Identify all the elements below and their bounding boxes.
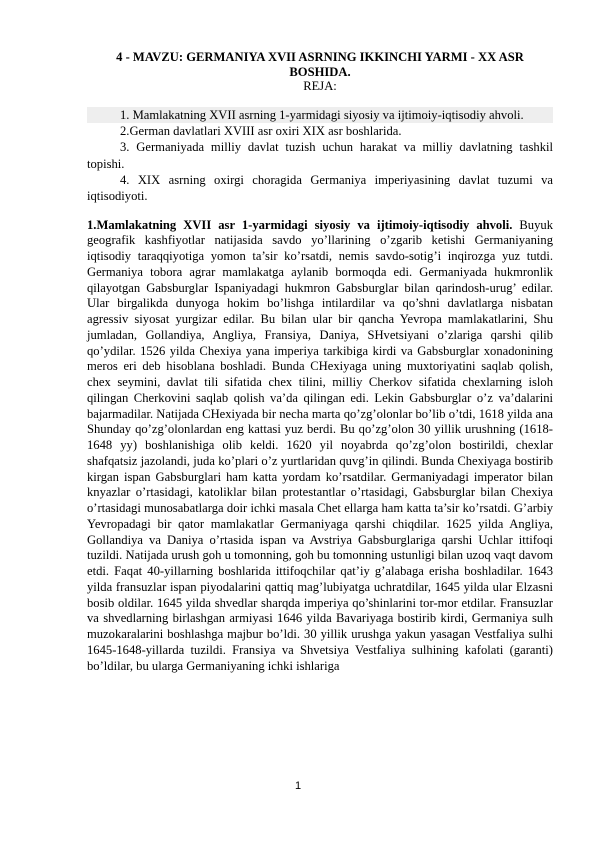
document-page bbox=[87, 50, 553, 674]
plan-heading: REJA: bbox=[303, 79, 337, 94]
plan-list bbox=[87, 107, 553, 205]
spacer bbox=[87, 94, 553, 107]
section-1-heading: 1.Mamlakatning XVII asr 1-yarmidagi siyosiy va ijtimoiy-iqtisodiy ahvoli. bbox=[87, 217, 513, 232]
spacer bbox=[87, 205, 553, 218]
section-1-paragraph bbox=[87, 218, 553, 675]
plan-item-1: 1. Mamlakatning XVII asrning 1-yarmidagi siyosiy va ijtimoiy-iqtisodiy ahvoli. bbox=[87, 107, 553, 123]
plan-item-4: 4. XIX asrning oxirgi choragida Germaniya imperiyasining davlat tuzumi va iqtisodiyoti. bbox=[87, 172, 553, 204]
plan-item-3: 3. Germaniyada milliy davlat tuzish uchun harakat va milliy davlatning tashkil topishi. bbox=[87, 140, 553, 171]
section-1-text: Buyuk geografik kashfiyotlar natijasida savdo yo’llarining o’zgarib ketishi Germaniyaning iqtisodiy taraqqiyotiga yomon ta’sir ko’rsatdi, nemis savdo-sotig’i inqirozga yuz tutdi. Germaniya tobora agrar mamlakatga aylanib bormoqda edi. Germaniyada hukmronlik qilayotgan Gabsburglar Ispaniyadagi hukmron Gabsburglar bilan qarindosh-urug’ edilar. Ular birgalikda dunyoga hokim bo’lishga intilardilar va qo’shni davlatlarga nisbatan agressiv siyosat yurgizar edilar. Bu bilan ular bir qancha Yevropa mamlakatlarini, Shu jumladan, Gollandiya, Angliya, Fransiya, Daniya, SHvetsiyani o’zlariga qarshi qilib qo’ydilar. 1526 yilda Chexiya yana imperiya tarkibiga kirdi va Gabsburglar xonadonining meros eri deb hisoblana boshladi. Bunda CHexiyaga uning muxtoriyatini saqlab qolish, chex seymini, davlat tili sifatida chex tilini, milliy Cherkov sifatida chexlarning isloh qilingan Cherkovini saqlab qolish va’da qilingan edi. Lekin Gabsburglar o’z va’dalarini bajarmadilar. Natijada CHexiyada bir necha marta qo’zg’olonlar bo’lib o’tdi, 1618 yilda ana Shunday qo’zg’olonlardan eng kattasi yuz berdi. Bu qo’zg’olon 30 yillik urushning (1618-1648 yy) boshlanishiga olib keldi. 1620 yil noyabrda qo’zg’olon bostirildi, chexlar shafqatsiz jazolandi, juda ko’plari o’z yurtlaridan quvg’in qilindi. Bunda Chexiyaga bostirib kirgan ispan Gabsburglari ham katta yordam ko’rsatdilar. Germaniyadagi imperator bilan knyazlar o’rtasidagi, katoliklar bilan protestantlar o’rtasidagi, Gabsburglar bilan Chexiya o’rtasidagi munosabatlarga doir ichki masala Chet ellarga ham katta ta’sir ko’rsatdi. G’arbiy Yevropadagi bir qator mamlakatlar Germaniyaga qarshi chiqdilar. 1625 yilda Angliya, Gollandiya va Daniya o’rtasida ispan va Avstriya Gabsburglariga qarshi Uchlar ittifoqi tuzildi. Natijada urush goh u tomonning, goh bu tomonning ustunligi bilan uzoq vaqt davom etdi. Faqat 40-yillarning boshlarida ittifoqchilar qat’iy g’alabaga erisha boshladilar. 1643 yilda fransuzlar ispan piyodalarini qattiq mag’lubiyatga uchratdilar, 1645 yilda ular Elzasni bosib oldilar. 1645 yilda shvedlar sharqda imperiya qo’shinlarini tor-mor etdilar. Fransuzlar va shvedlarning birlashgan armiyasi 1646 yilda Bavariyaga bostirib kirdi, Germaniya sulh muzokaralarini boshlashga majbur bo’ldi. 30 yillik urushga yakun yasagan Vestfaliya sulhi 1645-1648-yillarda tuzildi. Fransiya va Shvetsiya Vestfaliya sulhining kafolati (garanti) bo’ldilar, bu ularga Germaniyaning ichki ishlariga bbox=[87, 217, 553, 673]
plan-item-2: 2.German davlatlari XVIII asr oxiri XIX asr boshlarida. bbox=[120, 124, 402, 139]
document-title: 4 - MAVZU: GERMANIYA XVII ASRNING IKKINCHI YARMI - XX ASR BOSHIDA. bbox=[116, 50, 524, 79]
page-number: 1 bbox=[294, 780, 302, 792]
